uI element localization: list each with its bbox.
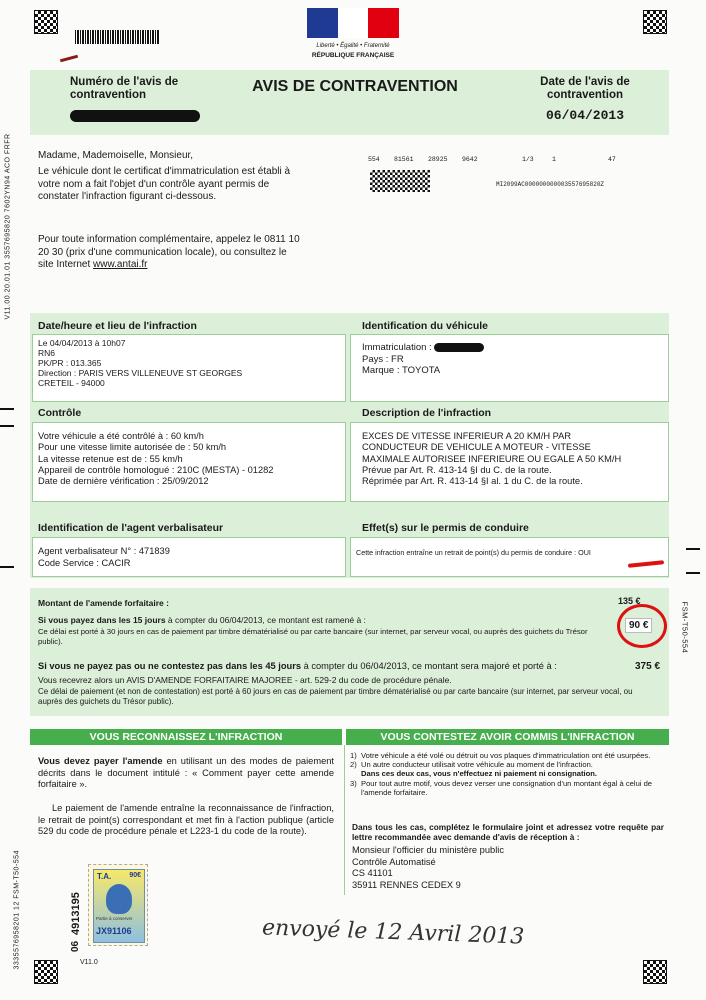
side-code-bottom: 3335576958201 12 FSM-T50-554 [13, 850, 21, 970]
city: CRETEIL - 94000 [38, 378, 105, 388]
reconnaissance-p1 [38, 756, 334, 791]
major-detail-2: Ce délai de paiement (et non de contestation) est porté à 60 jours en cas de paiement par timbre dématérialisé ou par carte bancaire (sur internet, par serveur vocal, ou auprès des guichets du Trésor public). [38, 687, 633, 706]
controle-lines [38, 431, 273, 487]
code-3: 28925 [428, 156, 448, 163]
code-2: 81561 [394, 156, 414, 163]
permis-header: Effet(s) sur le permis de conduire [362, 522, 529, 534]
code-6: 1 [552, 156, 556, 163]
major-detail-1: Vous recevrez alors un AVIS D'AMENDE FORFAITAIRE MAJOREE - art. 529-2 du code de procédure pénale. [38, 675, 452, 685]
reconnaissance-p2: Le paiement de l'amende entraîne la reconnaissance de l'infraction, le retrait de point(s) correspondant et met fin à l'action publique (article 529 du code de procédure pénale et L223-1 du code de la route). [38, 803, 334, 836]
payer-bold: Vous devez payer l'amende [38, 756, 163, 766]
antai-link[interactable]: www.antai.fr [93, 259, 148, 270]
address-line-3: CS 41101 [352, 868, 393, 878]
contestation-instructions: Dans tous les cas, complétez le formulaire joint et adressez votre requête par lettre recommandée avec demande d'avis de réception à : [352, 822, 664, 842]
agent-lines [38, 546, 170, 569]
service-code: Code Service : CACIR [38, 557, 131, 568]
road: RN6 [38, 348, 56, 358]
stamp-value: 90€ [129, 872, 141, 879]
amende-label: Montant de l'amende forfaitaire : [38, 598, 169, 608]
last-check: Date de dernière vérification : 25/09/2012 [38, 476, 209, 487]
device: Appareil de contrôle homologué : 210C (MESTA) - 01282 [38, 464, 274, 475]
timbre-amende [88, 864, 148, 946]
reference-string: MI2099AC000000000003557695820Z [496, 181, 605, 188]
major-amount: 375 € [635, 661, 661, 672]
margin-mark-1 [0, 408, 14, 410]
address-line-4: 35911 RENNES CEDEX 9 [352, 879, 461, 890]
stamp-number: 4913195 [70, 892, 82, 935]
contestation-header: VOUS CONTESTEZ AVOIR COMMIS L'INFRACTION [346, 729, 669, 745]
info-paragraph [38, 234, 300, 272]
speed-limit: Pour une vitesse limite autorisée de : 50 km/h [38, 442, 227, 453]
version: V11.0 [80, 959, 98, 966]
margin-mark-5 [686, 572, 700, 574]
corner-code-bottom-left [34, 960, 58, 984]
reconnaissance-header: VOUS RECONNAISSEZ L'INFRACTION [30, 729, 342, 745]
code-1: 554 [368, 156, 380, 163]
margin-mark-4 [686, 548, 700, 550]
controle-header: Contrôle [38, 407, 82, 419]
contestation-address [352, 845, 504, 891]
reduced-line [38, 615, 366, 625]
major-bold: Si vous ne payez pas ou ne contestez pas dans les 45 jours [38, 661, 301, 671]
corner-code-top-left [34, 10, 58, 34]
code-5: 1/3 [522, 156, 534, 163]
red-mark [60, 55, 78, 63]
marianne-logo [307, 8, 399, 68]
corner-code-bottom-right [643, 960, 667, 984]
plate-redacted [434, 343, 484, 352]
reduced-amount: 90 € [625, 618, 652, 633]
address-line-1: Monsieur l'officier du ministère public [352, 845, 504, 855]
code-4: 9642 [462, 156, 478, 163]
side-code: V11.00.20.01.01 3557695820 7602YN94 ACO FRFR [4, 133, 12, 320]
description-1: EXCES DE VITESSE INFERIEUR A 20 KM/H PAR [362, 431, 572, 441]
salutation: Madame, Mademoiselle, Monsieur, [38, 150, 194, 161]
margin-mark-2 [0, 425, 14, 427]
permis-text: Cette infraction entraîne un retrait de point(s) du permis de conduire : OUI [356, 548, 591, 557]
stamp-code: JX91106 [96, 926, 132, 936]
notice-date-label: Date de l'avis de contravention [540, 76, 630, 101]
description-3: MAXIMALE AUTORISEE INFERIEURE OU EGALE A 50 KM/H [362, 453, 622, 464]
info-text: Pour toute information complémentaire, appelez le 0811 10 20 30 (prix d'une communication locale), ou consultez le site Internet [38, 234, 300, 270]
contest-item-1: 1) Votre véhicule a été volé ou détruit ou vos plaques d'immatriculation ont été usurpées. [350, 751, 651, 760]
stamp-prefix: 06 [70, 940, 81, 952]
contest-item-3: 3) Pour tout autre motif, vous devez verser une consignation d'un montant égal à celui de l'amende forfaitaire. [350, 778, 653, 797]
vehicule-header: Identification du véhicule [362, 320, 489, 332]
margin-mark-3 [0, 566, 14, 568]
address-line-2: Contrôle Automatisé [352, 856, 436, 867]
side-code-right: FSM-T50-554 [680, 601, 690, 654]
stamp-inner [93, 869, 145, 943]
description-4: Prévue par Art. R. 413-14 §I du C. de la route. [362, 464, 552, 475]
description-lines [362, 431, 621, 487]
reduced-bold: Si vous payez dans les 15 jours [38, 615, 166, 625]
republique: RÉPUBLIQUE FRANÇAISE [311, 52, 395, 59]
date-time: Le 04/04/2013 à 10h07 [38, 338, 126, 348]
major-text: à compter du 06/04/2013, ce montant sera majoré et porté à : [301, 661, 557, 671]
notice-number-label: Numéro de l'avis de contravention [70, 76, 179, 101]
vehicule-lines [362, 342, 484, 377]
agent-header: Identification de l'agent verbalisateur [38, 522, 224, 534]
contest-item-2: 2) Un autre conducteur utilisait votre véhicule au moment de l'infraction. [350, 760, 593, 770]
immatriculation: Immatriculation : [362, 342, 484, 354]
code-7: 47 [608, 156, 616, 163]
top-barcode [75, 30, 160, 44]
notice-date: 06/04/2013 [545, 108, 624, 123]
contest-note: Dans ces deux cas, vous n'effectuez ni paiement ni consignation. [361, 769, 598, 779]
reduced-text: à compter du 06/04/2013, ce montant est ramené à : [165, 615, 366, 625]
stamp-caption: Partie à conserver [96, 916, 133, 921]
red-circle [617, 604, 667, 648]
direction: Direction : PARIS VERS VILLENEUVE ST GEORGES [38, 368, 243, 378]
intro-paragraph: Le véhicule dont le certificat d'immatriculation est établi à votre nom a fait l'objet d'un contrôle ayant permis de constater l'infraction figurant ci-dessous. [38, 166, 291, 202]
description-5: Réprimée par Art. R. 413-14 §I al. 1 du C. de la route. [362, 476, 583, 487]
date-lieu-lines [38, 338, 242, 388]
motto: Liberté • Égalité • Fraternité [316, 43, 390, 49]
permis-box [350, 537, 669, 577]
notice-number-redacted [70, 110, 200, 122]
date-lieu-header: Date/heure et lieu de l'infraction [38, 320, 197, 332]
contestation-list [350, 751, 665, 797]
corner-code-top-right [643, 10, 667, 34]
description-header: Description de l'infraction [362, 407, 492, 419]
column-divider [344, 745, 345, 895]
marianne-icon [106, 884, 132, 914]
datamatrix-code [370, 170, 430, 192]
marque: Marque : TOYOTA [362, 365, 441, 376]
reference-codes [368, 155, 628, 164]
pays: Pays : FR [362, 353, 404, 365]
pk-pr: PK/PR : 013.365 [38, 358, 102, 368]
amende-amount: 135 € [618, 596, 641, 606]
handwritten-note: envoyé le 12 Avril 2013 [261, 915, 525, 950]
reduced-detail: Ce délai est porté à 30 jours en cas de paiement par timbre dématérialisé ou par carte bancaire (sur internet, par serveur vocal, ou auprès des guichets du Trésor public). [38, 627, 588, 646]
agent-number: Agent verbalisateur N° : 471839 [38, 546, 170, 556]
speed-measured: Votre véhicule a été contrôlé à : 60 km/h [38, 431, 204, 441]
page-title: AVIS DE CONTRAVENTION [252, 78, 458, 95]
payer-text: en utilisant un des modes de paiement décrits dans le document intitulé : « Comment payer cette amende forfaitaire ». [38, 756, 334, 789]
description-2: CONDUCTEUR DE VEHICULE A MOTEUR - VITESSE [362, 442, 591, 453]
major-line [38, 661, 557, 671]
stamp-ta: T.A. [97, 872, 112, 881]
speed-retained: La vitesse retenue est de : 55 km/h [38, 453, 183, 464]
